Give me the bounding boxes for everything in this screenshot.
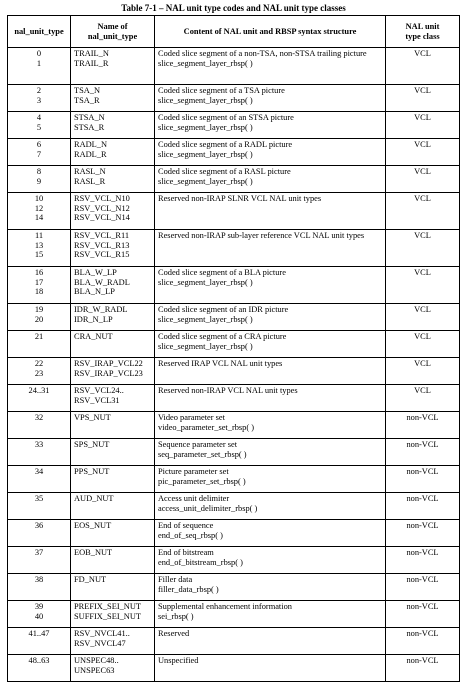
table-caption: Table 7-1 – NAL unit type codes and NAL unit type classes — [121, 3, 346, 13]
type-class-value: non-VCL — [406, 548, 439, 557]
nal-type-cell — [8, 412, 71, 439]
header-class-line2: type class — [405, 31, 440, 41]
content-cell-line: Filler data — [158, 575, 193, 584]
nal-name-cell-line: RSV_VCL_R11 — [74, 231, 130, 240]
nal-name-cell-line: PPS_NUT — [74, 467, 110, 476]
nal-name-cell-line: EOB_NUT — [74, 548, 113, 557]
nal-type-cell-line: 5 — [36, 122, 42, 132]
table-row — [8, 267, 460, 304]
nal-name-cell — [71, 304, 155, 331]
nal-name-cell-line: RSV_VCL_R15 — [74, 250, 130, 260]
nal-name-cell-line: STSA_R — [74, 122, 105, 132]
type-class-value: non-VCL — [406, 602, 439, 611]
type-class-value: VCL — [414, 386, 431, 395]
content-cell — [155, 466, 386, 493]
content-cell — [155, 267, 386, 304]
type-class-value: non-VCL — [406, 467, 439, 476]
content-cell-line: Coded slice segment of an STSA picture — [158, 113, 294, 122]
nal-type-cell — [8, 331, 71, 358]
nal-name-cell — [71, 385, 155, 412]
content-cell — [155, 193, 386, 230]
nal-type-cell — [8, 267, 71, 304]
header-type-text: nal_unit_type — [14, 26, 64, 36]
table-row — [8, 166, 460, 193]
nal-name-cell-line: UNSPEC63 — [74, 665, 115, 675]
nal-type-cell-line: 9 — [36, 176, 42, 186]
type-class-value: non-VCL — [406, 575, 439, 584]
table-row — [8, 358, 460, 385]
nal-name-cell — [71, 466, 155, 493]
table-row — [8, 493, 460, 520]
nal-type-cell-line: 22 — [34, 359, 44, 368]
content-cell-line: slice_segment_layer_rbsp( ) — [158, 58, 253, 68]
nal-name-cell-line: IDR_W_RADL — [74, 305, 128, 314]
type-class-cell — [386, 112, 460, 139]
nal-type-cell-line: 0 — [36, 49, 42, 58]
header-row — [8, 16, 460, 48]
nal-type-cell — [8, 439, 71, 466]
nal-type-cell-line: 20 — [34, 314, 44, 324]
header-nal-unit-type — [8, 16, 71, 48]
table-row — [8, 601, 460, 628]
type-class-cell — [386, 139, 460, 166]
nal-type-cell — [8, 48, 71, 85]
nal-name-cell — [71, 166, 155, 193]
content-cell — [155, 574, 386, 601]
nal-name-cell — [71, 655, 155, 682]
header-name-line1: Name of — [97, 21, 128, 31]
nal-type-cell — [8, 493, 71, 520]
type-class-value: VCL — [414, 305, 431, 314]
header-name — [71, 16, 155, 48]
type-class-value: VCL — [414, 194, 431, 203]
nal-name-cell — [71, 85, 155, 112]
type-class-cell — [386, 48, 460, 85]
table-row — [8, 139, 460, 166]
nal-name-cell-line: FD_NUT — [74, 575, 107, 584]
content-cell-line: Coded slice segment of a BLA picture — [158, 268, 286, 277]
nal-name-cell-line: RSV_VCL_N14 — [74, 213, 130, 223]
content-cell-line: end_of_seq_rbsp( ) — [158, 530, 223, 540]
table-row — [8, 385, 460, 412]
nal-type-cell-line: 32 — [34, 413, 44, 422]
type-class-cell — [386, 439, 460, 466]
content-cell — [155, 139, 386, 166]
content-cell-line: Coded slice segment of a RASL picture — [158, 167, 291, 176]
nal-name-cell — [71, 358, 155, 385]
nal-name-cell-line: EOS_NUT — [74, 521, 112, 530]
nal-type-cell-line: 39 — [34, 602, 44, 611]
type-class-cell — [386, 358, 460, 385]
nal-name-cell-line: RSV_VCL_R13 — [74, 240, 130, 250]
nal-type-cell — [8, 466, 71, 493]
content-cell — [155, 166, 386, 193]
type-class-value: VCL — [414, 268, 431, 277]
nal-name-cell-line: RSV_NVCL47 — [74, 638, 126, 648]
nal-type-cell-line: 13 — [34, 240, 44, 250]
nal-type-cell-line: 6 — [36, 140, 42, 149]
type-class-cell — [386, 331, 460, 358]
nal-name-cell — [71, 112, 155, 139]
table-row — [8, 112, 460, 139]
type-class-value: non-VCL — [406, 494, 439, 503]
nal-name-cell-line: TSA_N — [74, 86, 101, 95]
nal-type-cell-line: 4 — [36, 113, 42, 122]
content-cell-line: Reserved — [158, 629, 190, 638]
content-cell-line: filler_data_rbsp( ) — [158, 584, 219, 594]
nal-name-cell-line: CRA_NUT — [74, 332, 113, 341]
nal-type-cell — [8, 112, 71, 139]
content-cell-line: slice_segment_layer_rbsp( ) — [158, 277, 253, 287]
nal-type-cell-line: 2 — [36, 86, 42, 95]
nal-type-cell-line: 18 — [34, 287, 44, 297]
content-cell — [155, 385, 386, 412]
content-cell — [155, 230, 386, 267]
type-class-cell — [386, 628, 460, 655]
content-cell-line: Unspecified — [158, 656, 199, 665]
content-cell-line: Coded slice segment of a CRA picture — [158, 332, 287, 341]
content-cell — [155, 601, 386, 628]
nal-name-cell-line: RSV_IRAP_VCL23 — [74, 368, 143, 378]
nal-name-cell — [71, 48, 155, 85]
content-cell-line: slice_segment_layer_rbsp( ) — [158, 314, 253, 324]
table-row — [8, 655, 460, 682]
table-row — [8, 412, 460, 439]
table-row — [8, 304, 460, 331]
type-class-value: VCL — [414, 86, 431, 95]
content-cell — [155, 112, 386, 139]
type-class-cell — [386, 230, 460, 267]
nal-type-cell-line: 35 — [34, 494, 44, 503]
nal-name-cell — [71, 412, 155, 439]
content-cell — [155, 85, 386, 112]
nal-type-cell — [8, 547, 71, 574]
content-cell-line: Reserved IRAP VCL NAL unit types — [158, 359, 283, 368]
nal-name-cell-line: VPS_NUT — [74, 413, 111, 422]
content-cell-line: Coded slice segment of a non-TSA, non-STSA trailing picture — [158, 49, 367, 58]
nal-name-cell-line: RSV_VCL_N10 — [74, 194, 130, 203]
content-cell — [155, 493, 386, 520]
type-class-cell — [386, 412, 460, 439]
nal-name-cell — [71, 601, 155, 628]
table-row — [8, 547, 460, 574]
type-class-value: VCL — [414, 113, 431, 122]
content-cell-line: Supplemental enhancement information — [158, 602, 292, 611]
type-class-value: VCL — [414, 167, 431, 176]
nal-type-cell-line: 21 — [34, 332, 44, 341]
nal-type-cell — [8, 520, 71, 547]
content-cell-line: slice_segment_layer_rbsp( ) — [158, 149, 253, 159]
content-cell-line: Reserved non-IRAP sub-layer reference VCL NAL unit types — [158, 231, 365, 240]
type-class-value: VCL — [414, 49, 431, 58]
nal-name-cell-line: BLA_N_LP — [74, 287, 115, 297]
type-class-value: VCL — [414, 140, 431, 149]
nal-name-cell-line: RASL_N — [74, 167, 106, 176]
nal-type-cell — [8, 385, 71, 412]
nal-name-cell-line: TRAIL_N — [74, 49, 109, 58]
nal-type-cell-line: 37 — [34, 548, 44, 557]
table-row — [8, 193, 460, 230]
type-class-cell — [386, 574, 460, 601]
content-cell-line: Coded slice segment of a RADL picture — [158, 140, 293, 149]
nal-name-cell-line: TRAIL_R — [74, 58, 109, 68]
table-body — [8, 48, 460, 682]
type-class-value: VCL — [414, 359, 431, 368]
type-class-cell — [386, 493, 460, 520]
nal-type-cell-line: 23 — [34, 368, 44, 378]
nal-type-cell-line: 33 — [34, 440, 44, 449]
content-cell-line: Picture parameter set — [158, 467, 229, 476]
type-class-cell — [386, 466, 460, 493]
nal-type-cell — [8, 358, 71, 385]
nal-type-cell-line: 11 — [34, 231, 44, 240]
content-cell — [155, 331, 386, 358]
type-class-value: non-VCL — [406, 521, 439, 530]
nal-type-cell-line: 3 — [36, 95, 42, 105]
nal-type-cell-line: 24..31 — [28, 386, 50, 395]
nal-name-cell-line: RSV_VCL24.. — [74, 386, 124, 395]
content-cell — [155, 304, 386, 331]
nal-type-cell-line: 1 — [36, 58, 42, 68]
table-row — [8, 48, 460, 85]
type-class-value: non-VCL — [406, 656, 439, 665]
type-class-value: non-VCL — [406, 629, 439, 638]
nal-type-cell-line: 41..47 — [28, 629, 50, 638]
type-class-cell — [386, 601, 460, 628]
content-cell-line: sei_rbsp( ) — [158, 611, 194, 621]
nal-type-cell-line: 15 — [34, 250, 44, 260]
nal-type-cell — [8, 85, 71, 112]
nal-type-cell — [8, 304, 71, 331]
content-cell — [155, 655, 386, 682]
content-cell-line: Video parameter set — [158, 413, 225, 422]
nal-type-cell-line: 14 — [34, 213, 44, 223]
nal-name-cell-line: AUD_NUT — [74, 494, 114, 503]
nal-name-cell — [71, 628, 155, 655]
nal-name-cell-line: BLA_W_LP — [74, 268, 117, 277]
nal-name-cell — [71, 520, 155, 547]
type-class-value: VCL — [414, 231, 431, 240]
nal-name-cell — [71, 493, 155, 520]
nal-type-cell-line: 19 — [34, 305, 44, 314]
nal-unit-type-table — [7, 15, 460, 682]
table-row — [8, 628, 460, 655]
nal-name-cell-line: RSV_NVCL41.. — [74, 629, 130, 638]
nal-name-cell — [71, 230, 155, 267]
nal-name-cell — [71, 139, 155, 166]
content-cell — [155, 439, 386, 466]
content-cell — [155, 520, 386, 547]
nal-type-cell-line: 7 — [36, 149, 42, 159]
nal-name-cell-line: RSV_IRAP_VCL22 — [74, 359, 143, 368]
nal-name-cell-line: RSV_VCL31 — [74, 395, 120, 405]
nal-name-cell-line: RADL_N — [74, 140, 108, 149]
content-cell-line: Coded slice segment of an IDR picture — [158, 305, 289, 314]
nal-type-cell-line: 17 — [34, 277, 44, 287]
content-cell-line: slice_segment_layer_rbsp( ) — [158, 95, 253, 105]
table-row — [8, 466, 460, 493]
table-row — [8, 85, 460, 112]
nal-name-cell-line: UNSPEC48.. — [74, 656, 119, 665]
type-class-cell — [386, 267, 460, 304]
content-cell-line: pic_parameter_set_rbsp( ) — [158, 476, 246, 486]
content-cell — [155, 48, 386, 85]
content-cell-line: video_parameter_set_rbsp( ) — [158, 422, 255, 432]
table-row — [8, 574, 460, 601]
nal-type-cell-line: 10 — [34, 194, 44, 203]
nal-type-cell — [8, 628, 71, 655]
content-cell-line: slice_segment_layer_rbsp( ) — [158, 176, 253, 186]
nal-name-cell — [71, 439, 155, 466]
type-class-cell — [386, 655, 460, 682]
nal-name-cell — [71, 547, 155, 574]
content-cell-line: Coded slice segment of a TSA picture — [158, 86, 285, 95]
content-cell-line: end_of_bitstream_rbsp( ) — [158, 557, 243, 567]
type-class-cell — [386, 385, 460, 412]
type-class-value: VCL — [414, 332, 431, 341]
nal-type-cell — [8, 139, 71, 166]
nal-type-cell-line: 48..63 — [28, 656, 50, 665]
nal-name-cell-line: IDR_N_LP — [74, 314, 113, 324]
content-cell — [155, 547, 386, 574]
type-class-cell — [386, 85, 460, 112]
header-content-text: Content of NAL unit and RBSP syntax structure — [183, 26, 357, 36]
table-row — [8, 230, 460, 267]
nal-type-cell-line: 16 — [34, 268, 44, 277]
type-class-cell — [386, 304, 460, 331]
nal-name-cell-line: STSA_N — [74, 113, 105, 122]
type-class-cell — [386, 193, 460, 230]
nal-name-cell-line: RSV_VCL_N12 — [74, 203, 130, 213]
content-cell-line: Reserved non-IRAP SLNR VCL NAL unit types — [158, 194, 322, 203]
nal-name-cell-line: TSA_R — [74, 95, 100, 105]
content-cell-line: End of sequence — [158, 521, 214, 530]
header-class-line1: NAL unit — [405, 21, 440, 31]
nal-type-cell-line: 36 — [34, 521, 44, 530]
content-cell-line: access_unit_delimiter_rbsp( ) — [158, 503, 258, 513]
type-class-cell — [386, 520, 460, 547]
nal-name-cell — [71, 267, 155, 304]
content-cell-line: Sequence parameter set — [158, 440, 238, 449]
nal-name-cell-line: RASL_R — [74, 176, 106, 186]
nal-type-cell — [8, 166, 71, 193]
nal-name-cell-line: SUFFIX_SEI_NUT — [74, 611, 142, 621]
nal-type-cell-line: 12 — [34, 203, 44, 213]
nal-type-cell — [8, 193, 71, 230]
type-class-value: non-VCL — [406, 413, 439, 422]
nal-type-cell-line: 34 — [34, 467, 44, 476]
nal-type-cell — [8, 601, 71, 628]
nal-name-cell-line: PREFIX_SEI_NUT — [74, 602, 142, 611]
header-name-line2: nal_unit_type — [87, 31, 138, 41]
nal-name-cell-line: SPS_NUT — [74, 440, 110, 449]
nal-type-cell — [8, 574, 71, 601]
content-cell-line: slice_segment_layer_rbsp( ) — [158, 122, 253, 132]
table-row — [8, 439, 460, 466]
content-cell-line: Access unit delimiter — [158, 494, 230, 503]
type-class-cell — [386, 166, 460, 193]
nal-name-cell — [71, 193, 155, 230]
content-cell — [155, 412, 386, 439]
nal-name-cell — [71, 331, 155, 358]
content-cell-line: seq_parameter_set_rbsp( ) — [158, 449, 247, 459]
header-class — [386, 16, 460, 48]
nal-type-cell-line: 38 — [34, 575, 44, 584]
content-cell-line: End of bitstream — [158, 548, 214, 557]
type-class-value: non-VCL — [406, 440, 439, 449]
table-row — [8, 331, 460, 358]
nal-name-cell — [71, 574, 155, 601]
nal-name-cell-line: BLA_W_RADL — [74, 277, 130, 287]
type-class-cell — [386, 547, 460, 574]
content-cell — [155, 358, 386, 385]
content-cell-line: Reserved non-IRAP VCL NAL unit types — [158, 386, 298, 395]
nal-type-cell-line: 40 — [34, 611, 44, 621]
nal-name-cell-line: RADL_R — [74, 149, 107, 159]
nal-type-cell — [8, 655, 71, 682]
content-cell-line: slice_segment_layer_rbsp( ) — [158, 341, 253, 351]
nal-type-cell — [8, 230, 71, 267]
table-row — [8, 520, 460, 547]
content-cell — [155, 628, 386, 655]
header-content — [155, 16, 386, 48]
nal-type-cell-line: 8 — [36, 167, 42, 176]
